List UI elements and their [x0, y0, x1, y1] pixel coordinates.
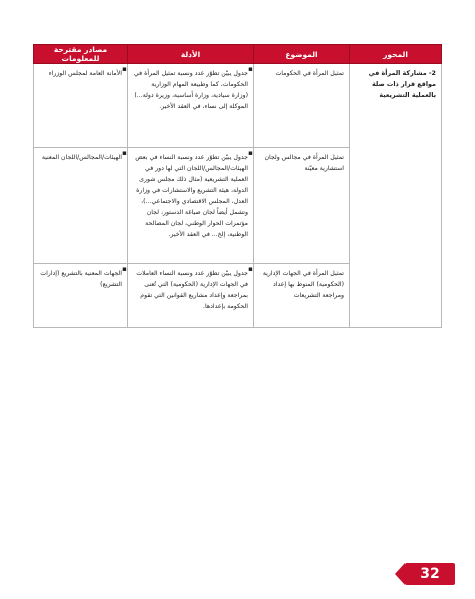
source-text: الأمانة العامة لمجلس الوزراء [48, 70, 122, 77]
bullet-icon: ▪ [248, 65, 253, 73]
bullet-icon: ▪ [122, 265, 127, 273]
bullet-icon: ▪ [248, 149, 253, 157]
table-row [34, 64, 442, 148]
topic-text: تمثيل المرأة في مجالس ولجان [264, 154, 344, 161]
evidence-cell [128, 148, 254, 264]
source-cell [34, 148, 128, 264]
source-cell [34, 64, 128, 148]
topic-text-line2: استشارية معيّنة [304, 165, 344, 172]
evidence-text: جدول يبيّن تطوّر عدد ونسبة النساء العاملات في الجهات الإدارية (الحكومية) التي تُعنى بمراجعة وإعداد مشاريع القوانين التي تقوم الحكومة بإعدادها. [136, 270, 248, 310]
evidence-cell [128, 64, 254, 148]
header-topic: الموضوع [254, 45, 350, 64]
bullet-icon: ▪ [122, 65, 127, 73]
indicators-table [33, 44, 442, 328]
topic-cell [254, 148, 350, 264]
topic-text: تمثيل المرأة في الحكومات [275, 70, 344, 77]
table-header-row [34, 45, 442, 64]
source-text: الجهات المعنية بالتشريع (إدارات التشريع) [40, 270, 122, 288]
source-text: الهيئات/المجالس/اللجان المعنية [41, 154, 122, 161]
page-number-badge [405, 563, 455, 585]
evidence-text: جدول يبيّن تطوّر عدد ونسبة النساء في بعض الهيئات/المجالس/اللجان التي لها دور في العملية التشريعية (مثال ذلك مجلس شورى الدولة، هيئة التشريع والاستشارات في وزارة العدل، المجلس الاقتصادي والاجتماعي...)، وتشمل أيضاً لجان صياغة الدستور، لجان مؤتمرات الحوار الوطني، لجان المصالحة الوطنية، إلخ... في العقد الأخير. [135, 154, 248, 238]
axis-cell [350, 64, 442, 328]
header-axis: المحور [350, 45, 442, 64]
source-cell [34, 264, 128, 328]
axis-label: 2- مشاركة المرأة في مواقع قرار ذات صلة بالعملية التشريعية [368, 69, 436, 99]
evidence-cell [128, 264, 254, 328]
topic-cell [254, 64, 350, 148]
evidence-text: جدول يبيّن تطوّر عدد ونسبة تمثيل المرأة في الحكومات، كما وطبيعة المهام الوزارية (وزارة سيادية، وزارة أساسية، وزيرة دولة...) الموكلة إلى نساء، في العقد الأخير. [134, 70, 248, 110]
header-evidence: الأدلة [128, 45, 254, 64]
bullet-icon: ▪ [248, 265, 253, 273]
topic-cell [254, 264, 350, 328]
page-number: 32 [420, 566, 440, 582]
bullet-icon: ▪ [122, 149, 127, 157]
topic-text: تمثيل المرأة في الجهات الإدارية (الحكومية) المنوط بها إعداد ومراجعة التشريعات [262, 270, 344, 299]
header-sources: مصادر مقترحة للمعلومات [34, 45, 128, 64]
